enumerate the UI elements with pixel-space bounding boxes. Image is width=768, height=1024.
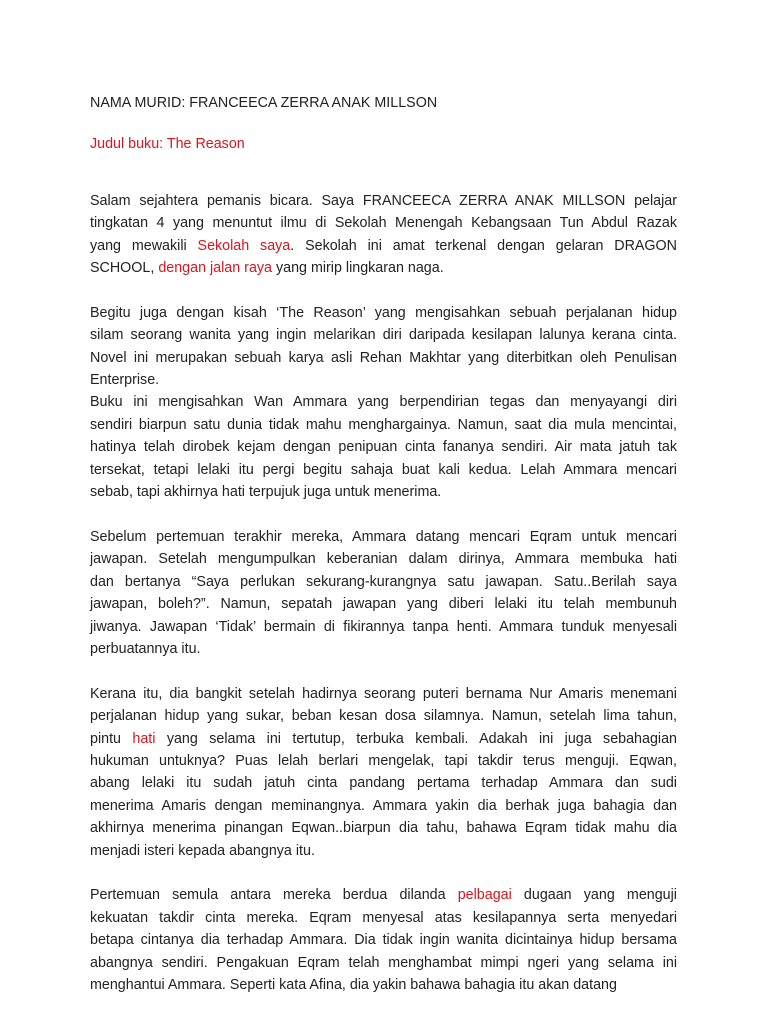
text-segment: Sebelum pertemuan terakhir mereka, Ammara datang mencari Eqram untuk mencari xyxy=(90,528,677,545)
highlighted-text: pelbagai xyxy=(457,887,512,904)
text-segment: perbuatannya itu. xyxy=(90,640,201,657)
text-line xyxy=(90,907,677,929)
text-line xyxy=(90,817,677,839)
paragraph xyxy=(90,526,677,660)
text-segment: Pertemuan semula antara mereka berdua dilanda xyxy=(90,887,458,904)
text-segment: perjalanan hidup yang sukar, beban kesan dosa silamnya. Namun, setelah lima tahun, xyxy=(90,708,677,725)
text-segment: tersekat, tetapi lelaki itu pergi begitu sahaja buat kali kedua. Lelah Ammara mencari xyxy=(90,461,677,478)
document-content xyxy=(90,92,677,996)
text-line xyxy=(90,638,677,660)
text-segment: menerima Amaris dengan meminangnya. Ammara yakin dia berhak juga bahagia dan xyxy=(90,797,677,814)
text-segment: akhirnya menerima pinangan Eqwan..biarpun dia tahu, bahawa Eqram tidak mahu dia xyxy=(90,820,677,837)
text-line xyxy=(90,347,677,369)
text-line xyxy=(90,369,677,391)
text-segment: Enterprise. xyxy=(90,372,160,389)
text-line xyxy=(90,526,677,548)
text-line xyxy=(90,952,677,974)
student-name: NAMA MURID: FRANCEECA ZERRA ANAK MILLSON xyxy=(90,95,438,111)
text-segment: jawapan. Setelah mengumpulkan keberanian dalam dirinya, Ammara membuka hati xyxy=(90,551,677,568)
text-segment: yang mirip lingkaran naga. xyxy=(272,260,444,277)
text-line xyxy=(90,616,677,638)
text-segment: dan bertanya “Saya perlukan sekurang-kurangnya satu jawapan. Satu..Berilah saya xyxy=(90,573,677,590)
paragraph xyxy=(90,302,677,504)
text-segment: Buku ini mengisahkan Wan Ammara yang berpendirian tegas dan menyayangi diri xyxy=(90,394,677,411)
text-segment: SCHOOL, xyxy=(90,260,159,277)
text-line xyxy=(90,436,677,458)
text-segment: betapa cintanya dia terhadap Ammara. Dia tidak ingin wanita dicintainya hidup bersama xyxy=(90,932,677,949)
text-segment: sebab, tapi akhirnya hati terpujuk juga untuk menerima. xyxy=(90,484,442,501)
text-line xyxy=(90,728,677,750)
text-line xyxy=(90,571,677,593)
text-segment: menjadi isteri kepada abangnya itu. xyxy=(90,842,315,859)
text-line xyxy=(90,324,677,346)
text-segment: abangnya sendiri. Pengakuan Eqram telah menghambat mimpi ngeri yang selama ini xyxy=(90,954,677,971)
text-line xyxy=(90,795,677,817)
text-line xyxy=(90,302,677,324)
text-line xyxy=(90,750,677,772)
text-segment: sendiri biarpun satu dunia tidak mahu menghargainya. Namun, saat dia mula mencintai, xyxy=(90,416,677,433)
text-segment: . Sekolah ini amat terkenal dengan gelaran DRAGON xyxy=(290,237,678,254)
text-segment: jiwanya. Jawapan ‘Tidak’ bermain di fikirannya tanpa henti. Ammara tunduk menyesali xyxy=(90,618,677,635)
paragraph xyxy=(90,884,677,996)
text-line xyxy=(90,190,677,212)
text-line xyxy=(90,705,677,727)
text-line xyxy=(90,974,677,996)
text-segment: Salam sejahtera pemanis bicara. Saya FRANCEECA ZERRA ANAK MILLSON pelajar xyxy=(90,192,677,209)
text-line xyxy=(90,593,677,615)
paragraph xyxy=(90,683,677,862)
text-segment: abang lelaki itu sudah jatuh cinta pandang pertama terhadap Ammara dan sudi xyxy=(90,775,677,792)
text-segment: pintu xyxy=(90,730,133,747)
text-line xyxy=(90,548,677,570)
text-segment: yang mewakili xyxy=(90,237,198,254)
text-segment: dugaan yang menguji xyxy=(511,887,677,904)
text-segment: kekuatan takdir cinta mereka. Eqram menyesal atas kesilapannya serta menyedari xyxy=(90,909,677,926)
text-segment: Kerana itu, dia bangkit setelah hadirnya seorang puteri bernama Nur Amaris menemani xyxy=(90,685,677,702)
highlighted-text: Sekolah saya xyxy=(197,237,291,254)
text-line xyxy=(90,683,677,705)
text-line xyxy=(90,235,677,257)
text-line xyxy=(90,840,677,862)
text-segment: hatinya telah dirobek kejam dengan penipuan cinta fananya sendiri. Air mata jatuh tak xyxy=(90,439,677,456)
text-segment: Novel ini merupakan sebuah karya asli Rehan Makhtar yang diterbitkan oleh Penulisan xyxy=(90,349,677,366)
highlighted-text: hati xyxy=(132,730,156,747)
text-segment: silam seorang wanita yang ingin melarikan diri daripada kesilapan lalunya kerana cinta. xyxy=(90,327,677,344)
text-segment: tingkatan 4 yang menuntut ilmu di Sekolah Menengah Kebangsaan Tun Abdul Razak xyxy=(90,215,677,232)
text-line xyxy=(90,391,677,413)
text-line xyxy=(90,459,677,481)
text-segment: yang selama ini tertutup, terbuka kembali. Adakah ini juga sebahagian xyxy=(155,730,677,747)
highlighted-text: dengan jalan raya xyxy=(158,260,272,277)
text-line xyxy=(90,884,677,906)
text-line xyxy=(90,481,677,503)
text-line xyxy=(90,414,677,436)
text-segment: hukuman untuknya? Puas lelah berlari mengelak, tapi takdir terus menguji. Eqwan, xyxy=(90,752,677,769)
book-title: Judul buku: The Reason xyxy=(90,136,245,153)
paragraph xyxy=(90,190,677,280)
text-segment: menghantui Ammara. Seperti kata Afina, dia yakin bahawa bahagia itu akan datang xyxy=(90,976,617,993)
text-segment: jawapan, boleh?”. Namun, sepatah jawapan yang diberi lelaki itu telah membunuh xyxy=(90,596,677,613)
essay-body xyxy=(90,190,677,997)
text-line xyxy=(90,257,677,279)
text-segment: Begitu juga dengan kisah ‘The Reason’ yang mengisahkan sebuah perjalanan hidup xyxy=(90,304,677,321)
text-line xyxy=(90,772,677,794)
text-line xyxy=(90,212,677,234)
text-line xyxy=(90,929,677,951)
